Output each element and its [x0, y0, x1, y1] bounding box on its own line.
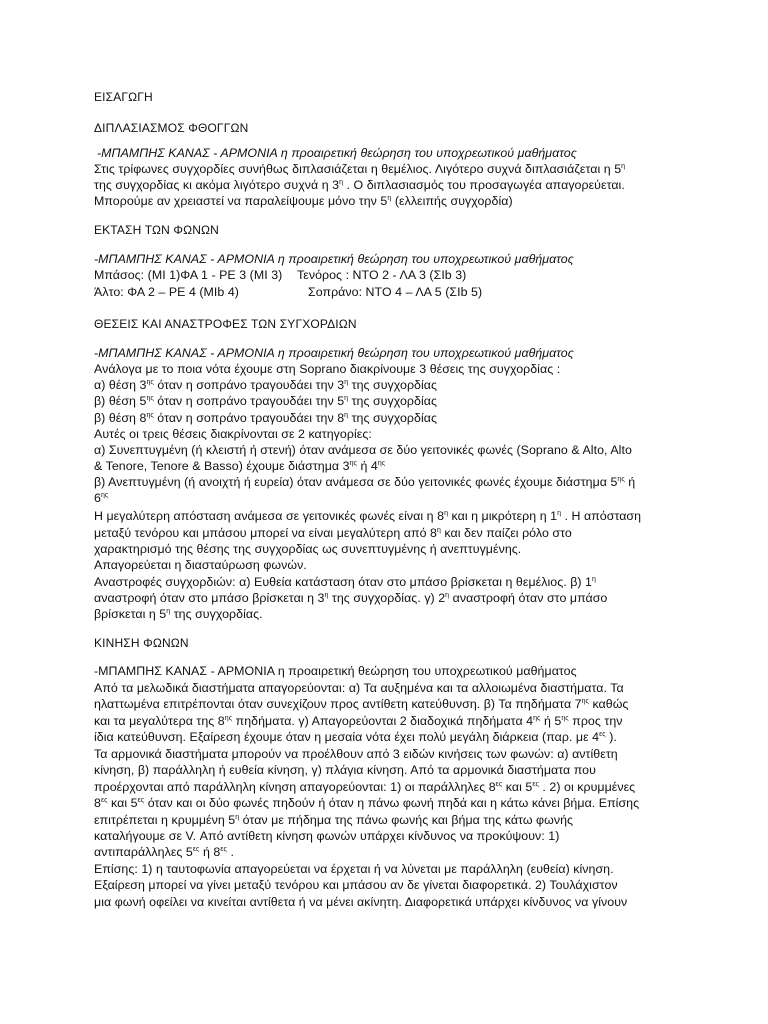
range-bass: Μπάσος: (ΜΙ 1)ΦΑ 1 - ΡΕ 3 (ΜΙ 3)	[94, 268, 283, 282]
positions-line-8: β) Ανεπτυγμένη (ή ανοιχτή ή ευρεία) όταν ανάμεσα σε δύο γειτονικές φωνές έχουμε διάστημα $5^{\eta\varsigma}$ ή	[94, 475, 636, 489]
motion-line-7: προέρχονται από παράλληλη κίνηση απαγορεύονται: 1) οι παράλληλες $8^{\varepsilon\varsigma}$ και $5^{\varepsilon\varsigma}$ . 2) οι κρυμμένες	[94, 780, 636, 794]
doubling-line-2: της συγχορδίας κι ακόμα λιγότερο συχνά η $3^\eta$ . Ο διπλασιασμός του προσαγωγέα απαγορεύεται.	[94, 178, 625, 192]
heading-positions: ΘΕΣΕΙΣ ΚΑΙ ΑΝΑΣΤΡΟΦΕΣ ΤΩΝ ΣΥΓΧΟΡΔΙΩΝ	[94, 317, 357, 331]
positions-line-1: Ανάλογα με το ποια νότα έχουμε στη Soprano διακρίνουμε 3 θέσεις της συγχορδίας :	[94, 362, 561, 376]
positions-line-16: βρίσκεται η $5^\eta$ της συγχορδίας.	[94, 607, 263, 621]
motion-line-1: Από τα μελωδικά διαστήματα απαγορεύονται: α) Τα αυξημένα και τα αλλοιωμένα διαστήματα. Τα	[94, 681, 624, 695]
doubling-line-3: Μπορούμε αν χρειαστεί να παραλείψουμε μόνο την $5^\eta$ (ελλειπής συγχορδία)	[94, 194, 513, 208]
motion-line-2: ηλαττωμένα επιτρέπονται όταν συνεχίζουν προς αντίθετη κατεύθυνση. β) Τα πηδήματα $7^{\eta\varsigma}$ καθώς	[94, 697, 629, 711]
range-bass-tenor	[94, 267, 466, 283]
doubling-line-1: Στις τρίφωνες συγχορδίες συνήθως διπλασιάζεται η θεμέλιος. Λιγότερο συχνά διπλασιάζεται η $5^\eta$	[94, 162, 626, 176]
motion-line-5: Τα αρμονικά διαστήματα μπορούν να προέλθουν από 3 ειδών κινήσεις των φωνών: α) αντίθετη	[94, 747, 618, 761]
positions-line-4: β) θέση $8^{\eta\varsigma}$ όταν η σοπράνο τραγουδάει την $8^\eta$ της συγχορδίας	[94, 411, 437, 425]
motion-line-12: Επίσης: 1) η ταυτοφωνία απαγορεύεται να έρχεται ή να λύνεται με παράλληλη (ευθεία) κίνηση.	[94, 862, 614, 876]
positions-line-7: & Tenore, Tenore & Basso) έχουμε διάστημα $3^{\eta\varsigma}$ ή $4^{\eta\varsigma}$	[94, 459, 386, 473]
positions-line-3: β) θέση $5^{\eta\varsigma}$ όταν η σοπράνο τραγουδάει την $5^\eta$ της συγχορδίας	[94, 394, 437, 408]
motion-line-10: καταλήγουμε σε V. Από αντίθετη κίνηση φωνών υπάρχει κίνδυνος να προκύψουν: 1)	[94, 829, 560, 843]
range-soprano: Σοπράνο: ΝΤΟ 4 – ΛΑ 5 (ΣΙb 5)	[308, 285, 483, 299]
positions-line-13: Απαγορεύεται η διασταύρωση φωνών.	[94, 558, 307, 572]
range-alto: Άλτο: ΦΑ 2 – ΡΕ 4 (ΜΙb 4)	[94, 285, 239, 299]
heading-range: ΕΚΤΑΣΗ ΤΩΝ ΦΩΝΩΝ	[94, 223, 219, 237]
heading-intro: ΕΙΣΑΓΩΓΗ	[94, 90, 153, 104]
positions-line-11: μεταξύ τενόρου και μπάσου μπορεί να είναι μεγαλύτερη από $8^\eta$ και δεν παίζει ρόλο στο	[94, 526, 572, 540]
motion-line-13: Εξαίρεση μπορεί να γίνει μεταξύ τενόρου και μπάσου αν δε γίνεται διαφορετικά. 2) Τουλάχιστον	[94, 878, 618, 892]
positions-line-15: αναστροφή όταν στο μπάσο βρίσκεται η $3^\eta$ της συγχορδίας. γ) $2^\eta$ αναστροφή όταν στο μπάσο	[94, 591, 608, 605]
range-tenor: Τενόρος : ΝΤΟ 2 - ΛΑ 3 (ΣΙb 3)	[297, 268, 467, 282]
motion-line-9: επιτρέπεται η κρυμμένη $5^\eta$ όταν με πήδημα της πάνω φωνής και βήμα της κάτω φωνής	[94, 813, 574, 827]
positions-line-6: α) Συνεπτυγμένη (ή κλειστή ή στενή) όταν ανάμεσα σε δύο γειτονικές φωνές (Soprano & Alto, Alto	[94, 443, 632, 457]
motion-source: -ΜΠΑΜΠΗΣ ΚΑΝΑΣ - ΑΡΜΟΝΙΑ η προαιρετική θεώρηση του υποχρεωτικού μαθήματος	[94, 664, 577, 678]
positions-line-10: Η μεγαλύτερη απόσταση ανάμεσα σε γειτονικές φωνές είναι η $8^\eta$ και η μικρότερη η $1^\eta$ . Η απόσταση	[94, 509, 642, 523]
motion-line-3: και τα μεγαλύτερα της $8^{\eta\varsigma}$ πηδήματα. γ) Απαγορεύονται 2 διαδοχικά πηδήματα $4^{\eta\varsigma}$ ή $5^{\eta\varsigma}$ προς την	[94, 714, 623, 728]
heading-motion: ΚΙΝΗΣΗ ΦΩΝΩΝ	[94, 636, 189, 650]
positions-line-12: χαρακτηρισμό της θέσης της συγχορδίας ως συνεπτυγμένης ή ανεπτυγμένης.	[94, 542, 522, 556]
motion-line-11: αντιπαράλληλες $5^{\varepsilon\varsigma}$ ή $8^{\varepsilon\varsigma}$ .	[94, 845, 234, 859]
positions-source: -ΜΠΑΜΠΗΣ ΚΑΝΑΣ - ΑΡΜΟΝΙΑ η προαιρετική θεώρηση του υποχρεωτικού μαθήματος	[94, 346, 574, 360]
motion-line-4: ίδια κατεύθυνση. Εξαίρεση έχουμε όταν η μεσαία νότα έχει πολύ μεγάλη διάρκεια (παρ. με $4^{\varepsilon\varsigma}$ ).	[94, 730, 617, 744]
positions-line-2: α) θέση $3^{\eta\varsigma}$ όταν η σοπράνο τραγουδάει την $3^\eta$ της συγχορδίας	[94, 378, 438, 392]
motion-line-8: $8^{\varepsilon\varsigma}$ και $5^{\varepsilon\varsigma}$ όταν και οι δύο φωνές πηδούν ή όταν η πάνω φωνή πηδά και η κάτω κάνει βήμα. Επίσης	[94, 796, 640, 810]
heading-doubling: ΔΙΠΛΑΣΙΑΣΜΟΣ ΦΘΟΓΓΩΝ	[94, 121, 249, 135]
range-source: -ΜΠΑΜΠΗΣ ΚΑΝΑΣ - ΑΡΜΟΝΙΑ η προαιρετική θεώρηση του υποχρεωτικού μαθήματος	[94, 252, 574, 266]
positions-line-9: $6^{\eta\varsigma}$	[94, 491, 109, 505]
motion-line-6: κίνηση, β) παράλληλη ή ευθεία κίνηση, γ) πλάγια κίνηση. Από τα αρμονικά διαστήματα που	[94, 763, 596, 777]
motion-line-14: μια φωνή οφείλει να κινείται αντίθετα ή να μένει ακίνητη. Διαφορετικά υπάρχει κίνδυνος να γίνουν	[94, 895, 628, 909]
range-alto-soprano	[94, 284, 482, 300]
positions-line-5: Αυτές οι τρεις θέσεις διακρίνονται σε 2 κατηγορίες:	[94, 427, 372, 441]
positions-line-14: Αναστροφές συγχορδιών: α) Ευθεία κατάσταση όταν στο μπάσο βρίσκεται η θεμέλιος. β) $1^\eta$	[94, 575, 596, 589]
doubling-source: -ΜΠΑΜΠΗΣ ΚΑΝΑΣ - ΑΡΜΟΝΙΑ η προαιρετική θεώρηση του υποχρεωτικού μαθήματος	[97, 146, 577, 160]
